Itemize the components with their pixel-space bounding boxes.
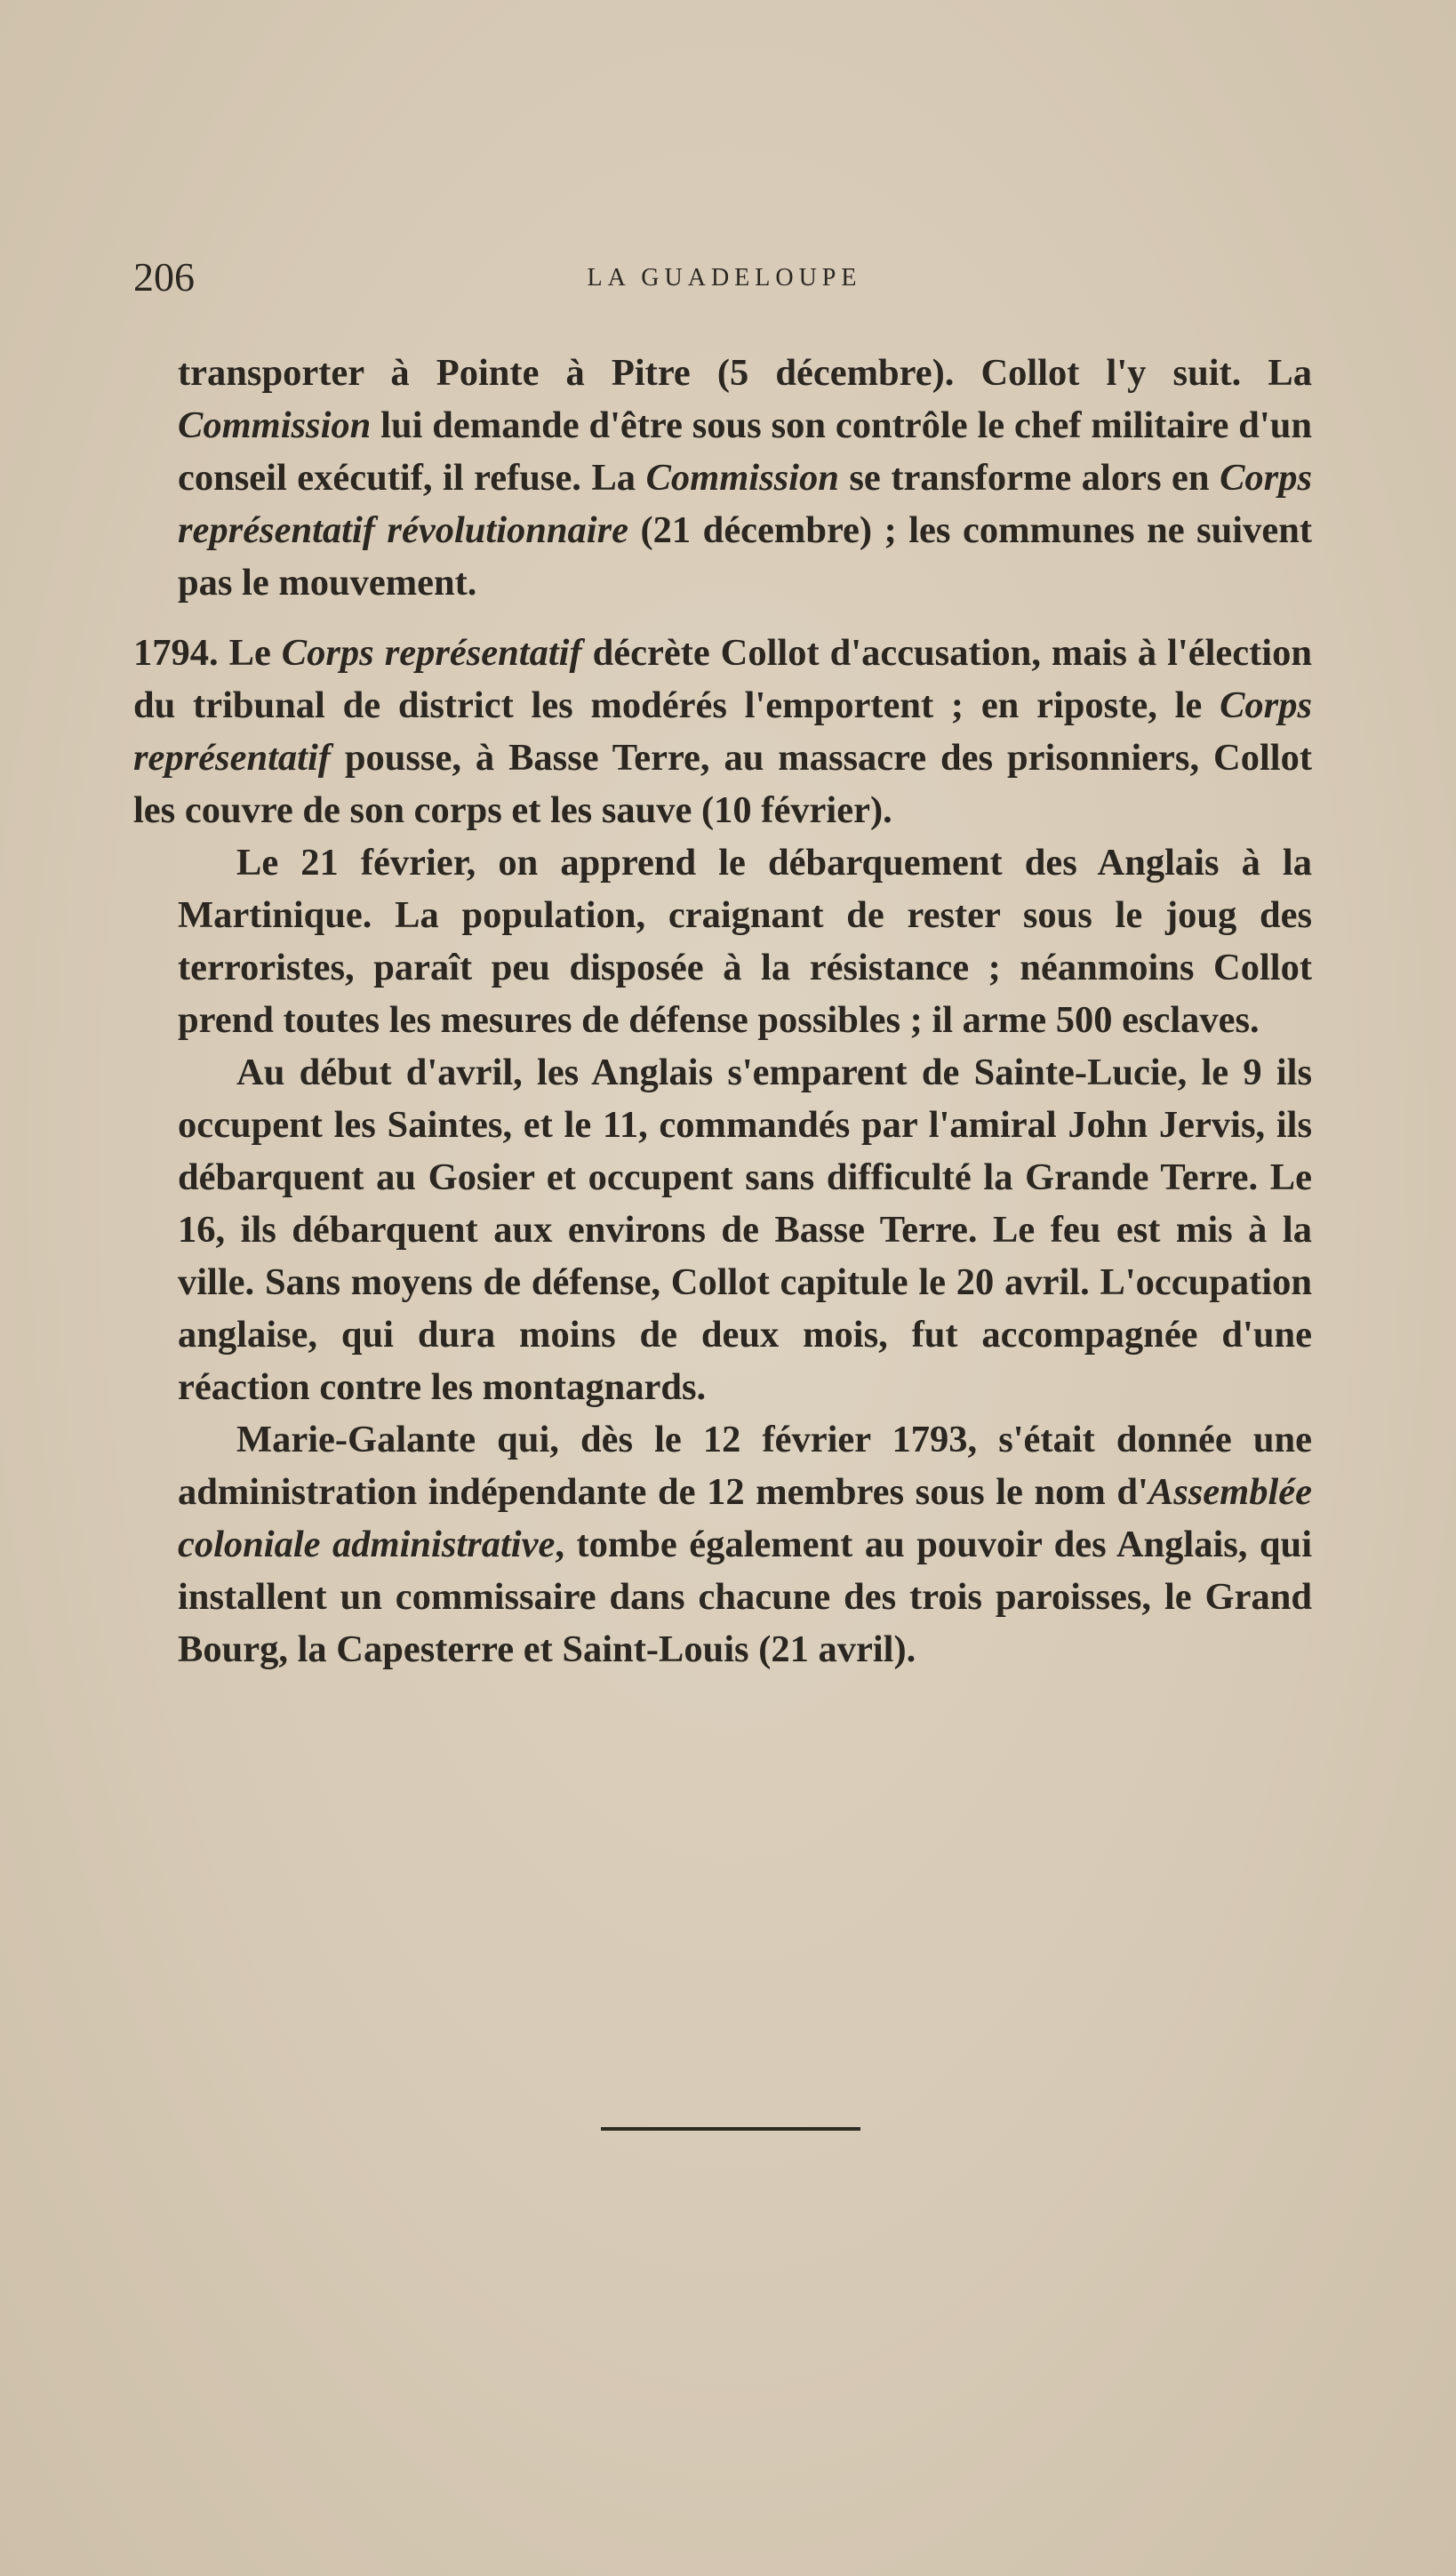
text-segment: transporter à Pointe à Pitre (5 décembre). Collot l'y suit. La xyxy=(178,352,1312,394)
year-label: 1794. xyxy=(133,632,219,674)
paragraph-2 xyxy=(133,627,1312,836)
text-segment: décrète Collot d'accusation, mais à l'élection du tribunal de district les modérés l'emportent ; en riposte, le xyxy=(133,632,1312,726)
text-segment: lui demande d'être sous son contrôle le chef militaire d'un conseil exécutif, il refuse. La xyxy=(178,404,1312,499)
text-segment: se transforme alors en xyxy=(838,457,1220,499)
italic-phrase: Commission xyxy=(645,457,839,499)
body-text xyxy=(133,347,1313,1676)
text-segment: (21 décembre) ; les communes ne suivent pas le mouvement. xyxy=(178,509,1312,604)
text-segment: pousse, à Basse Terre, au massacre des prisonniers, Collot les couvre de son corps et les sauve (10 février). xyxy=(133,737,1312,831)
paragraph-5 xyxy=(178,1413,1312,1676)
italic-phrase: Corps représentatif révolutionnaire xyxy=(178,457,1312,551)
page-number: 206 xyxy=(133,254,195,300)
italic-phrase: Corps représentatif xyxy=(133,684,1312,779)
italic-phrase: Assemblée coloniale administrative xyxy=(178,1471,1312,1565)
paragraph-4 xyxy=(178,1046,1312,1413)
text-segment: Au début d'avril, les Anglais s'emparent de Sainte-Lucie, le 9 ils occupent les Saintes, et le 11, commandés par l'amiral John Jervis, ils débarquent au Gosier et occupent sans difficulté la Grande Terre. Le 16, ils débarquent aux environs de Basse Terre. Le feu est mis à la ville. Sans moyens de défense, Collot capitule le 20 avril. L'occupation anglaise, qui dura moins de deux mois, fut accompagnée d'une réaction contre les montagnards. xyxy=(178,1052,1312,1408)
running-title: LA GUADELOUPE xyxy=(587,264,862,292)
section-divider xyxy=(601,2127,860,2131)
text-segment: Le 21 février, on apprend le débarquement des Anglais à la Martinique. La population, craignant de rester sous le joug des terroristes, paraît peu disposée à la résistance ; néanmoins Collot prend toutes les mesures de défense possibles ; il arme 500 esclaves. xyxy=(178,842,1312,1041)
text-segment: , tombe également au pouvoir des Anglais, qui installent un commissaire dans chacune des trois paroisses, le Grand Bourg, la Capesterre et Saint-Louis (21 avril). xyxy=(178,1524,1313,1670)
text-segment: Le xyxy=(218,632,282,674)
paragraph-3 xyxy=(178,836,1312,1046)
paragraph-1 xyxy=(178,347,1312,609)
text-segment: Marie-Galante qui, dès le 12 février 1793, s'était donnée une administration indépendante de 12 membres sous le nom d' xyxy=(178,1419,1312,1513)
italic-phrase: Corps représentatif xyxy=(281,632,582,674)
italic-phrase: Commission xyxy=(178,404,372,446)
page-header xyxy=(133,251,1316,304)
